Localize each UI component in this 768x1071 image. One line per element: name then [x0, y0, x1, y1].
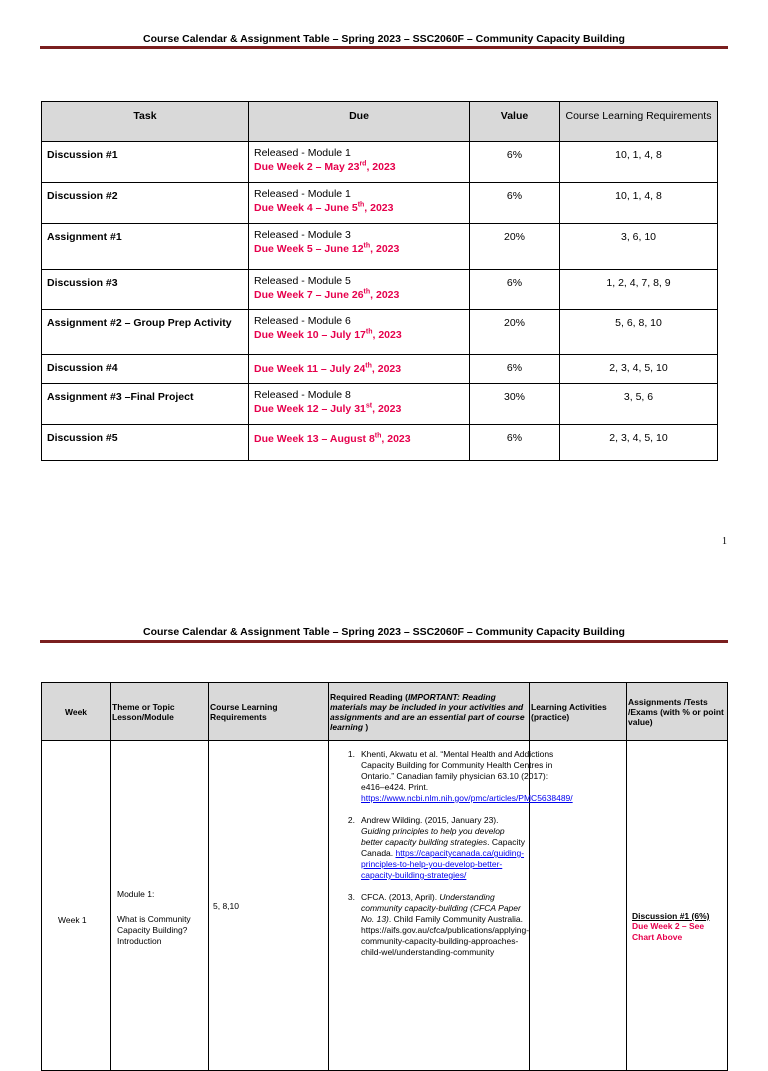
released-text: Released - Module 3 [254, 229, 351, 241]
table-row [42, 142, 718, 183]
clr-cell: 5, 8,10 [209, 741, 329, 1071]
col-header-assignments: Assignments /Tests /Exams (with % or point value) [627, 683, 728, 741]
clr-cell: 2, 3, 4, 5, 10 [560, 355, 718, 384]
assignment-due: Due Week 2 – See Chart Above [632, 921, 705, 942]
task-cell: Discussion #3 [42, 270, 249, 310]
assignments-cell [627, 741, 728, 1071]
table-row [42, 224, 718, 270]
col-header-week: Week [42, 683, 111, 741]
reading-item: 3. CFCA. (2013, April). Understanding community capacity-building (CFCA Paper No. 13). Child Family Community Australia. https://aifs.gov.au/cfca/publications/applying-community-capacity-building-approaches-child-wel/understanding-community [347, 892, 530, 957]
page-number: 1 [722, 536, 727, 547]
task-cell: Discussion #1 [42, 142, 249, 183]
header-rule-2 [40, 640, 728, 643]
released-text: Released - Module 1 [254, 188, 351, 200]
col-header-activities: Learning Activities (practice) [530, 683, 627, 741]
due-cell [249, 224, 470, 270]
due-date: Due Week 4 – June 5th, 2023 [254, 201, 394, 214]
assignment-label: Discussion #1 (6%) [632, 911, 710, 921]
col-header-value: Value [470, 102, 560, 142]
value-cell: 20% [470, 224, 560, 270]
task-cell: Assignment #2 – Group Prep Activity [42, 310, 249, 355]
readings-cell [329, 741, 573, 1071]
table-row [42, 270, 718, 310]
released-text: Released - Module 5 [254, 275, 351, 287]
due-date: Due Week 12 – July 31st, 2023 [254, 402, 402, 415]
clr-cell: 2, 3, 4, 5, 10 [560, 425, 718, 461]
task-cell: Discussion #4 [42, 355, 249, 384]
page-header-title-2: Course Calendar & Assignment Table – Spring 2023 – SSC2060F – Community Capacity Building [143, 626, 625, 638]
assignment-table [41, 101, 718, 461]
value-cell: 6% [470, 270, 560, 310]
readings-list [333, 749, 573, 958]
col-header-task: Task [42, 102, 249, 142]
due-date: Due Week 7 – June 26th, 2023 [254, 288, 400, 301]
due-cell [249, 355, 470, 384]
value-cell: 6% [470, 183, 560, 224]
value-cell: 6% [470, 142, 560, 183]
task-cell: Assignment #1 [42, 224, 249, 270]
clr-cell: 10, 1, 4, 8 [560, 142, 718, 183]
due-cell [249, 270, 470, 310]
due-cell [249, 142, 470, 183]
reading-item: 1. Khenti, Akwatu et al. “Mental Health and Addictions Capacity Building for Community Health Centres in Ontario.” Canadian family physician 63.10 (2017): e416–e424. Print. https://www.ncbi.nlm.nih.gov/pmc/articles/PMC5638489/ [347, 749, 573, 803]
table-row [42, 425, 718, 461]
value-cell: 30% [470, 384, 560, 425]
due-date: Due Week 11 – July 24th, 2023 [254, 362, 402, 375]
due-cell [249, 183, 470, 224]
reading-link-2[interactable]: https://capacitycanada.ca/guiding-principles-to-help-you-develop-better-capacity-building-strategies/ [361, 848, 525, 880]
clr-cell: 3, 5, 6 [560, 384, 718, 425]
clr-cell: 10, 1, 4, 8 [560, 183, 718, 224]
due-date: Due Week 13 – August 8th, 2023 [254, 432, 411, 445]
due-date: Due Week 2 – May 23rd, 2023 [254, 160, 396, 173]
week-cell: Week 1 [42, 741, 111, 1071]
released-text: Released - Module 1 [254, 147, 351, 159]
col-header-theme: Theme or Topic Lesson/Module [111, 683, 209, 741]
theme-cell [111, 741, 209, 1071]
reading-item: 2. Andrew Wilding. (2015, January 23). Guiding principles to help you develop better capacity building strategies. Capacity Canada. https://capacitycanada.ca/guiding-principles-to-help-you-develop-better-capacity-building-strategies/ [347, 815, 525, 880]
released-text: Released - Module 8 [254, 389, 351, 401]
col-header-due: Due [249, 102, 470, 142]
due-date: Due Week 10 – July 17th, 2023 [254, 328, 402, 341]
module-label: Module 1: [117, 889, 155, 899]
released-text: Released - Module 6 [254, 315, 351, 327]
col-header-clr: Course Learning Requirements [560, 102, 718, 142]
clr-cell: 5, 6, 8, 10 [560, 310, 718, 355]
value-cell: 6% [470, 425, 560, 461]
header-rule [40, 46, 728, 49]
clr-cell: 3, 6, 10 [560, 224, 718, 270]
page-header-title: Course Calendar & Assignment Table – Spring 2023 – SSC2060F – Community Capacity Building [143, 33, 625, 45]
reading-link-1[interactable]: https://www.ncbi.nlm.nih.gov/pmc/articles/PMC5638489/ [361, 793, 573, 803]
table-row [42, 183, 718, 224]
due-cell [249, 384, 470, 425]
topic-label: What is Community Capacity Building? Introduction [117, 914, 191, 946]
due-cell [249, 425, 470, 461]
value-cell: 6% [470, 355, 560, 384]
col-header-clr2: Course Learning Requirements [209, 683, 329, 741]
task-cell: Assignment #3 –Final Project [42, 384, 249, 425]
table-row [42, 310, 718, 355]
task-cell: Discussion #5 [42, 425, 249, 461]
clr-cell: 1, 2, 4, 7, 8, 9 [560, 270, 718, 310]
course-calendar-table [41, 682, 728, 1071]
table-row [42, 384, 718, 425]
due-cell [249, 310, 470, 355]
value-cell: 20% [470, 310, 560, 355]
col-header-reading: Required Reading (IMPORTANT: Reading materials may be included in your activities and assignments and are an essential part of course learning ) [329, 683, 530, 741]
table-row [42, 355, 718, 384]
task-cell: Discussion #2 [42, 183, 249, 224]
due-date: Due Week 5 – June 12th, 2023 [254, 242, 400, 255]
